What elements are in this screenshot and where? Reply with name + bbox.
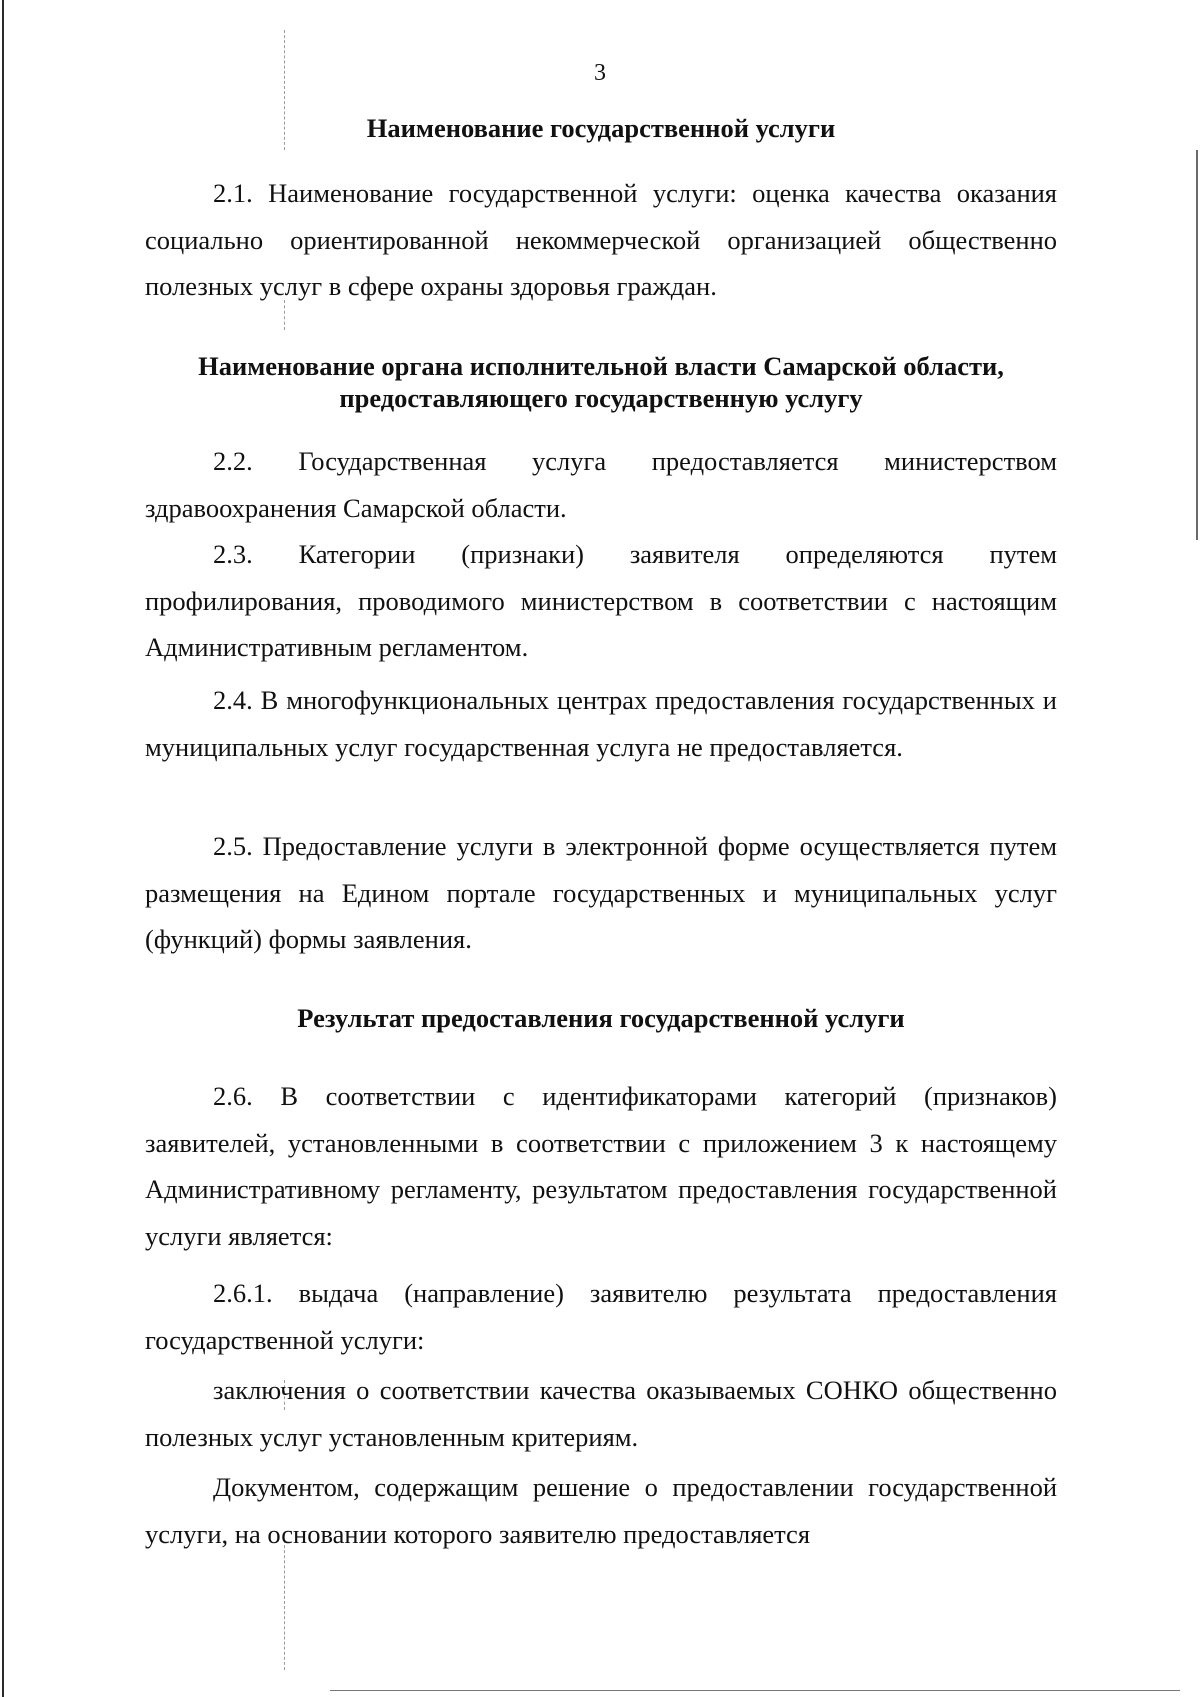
scan-right-edge	[1196, 150, 1198, 540]
paragraph: Документом, содержащим решение о предоставлении государственной услуги, на основании которого заявителю предоставляется	[145, 1472, 1057, 1549]
scan-fold-mark	[284, 1540, 285, 1670]
paragraph: 2.6. В соответствии с идентификаторами категорий (признаков) заявителей, установленными в соответствии с приложением 3 к настоящему Административному регламенту, результатом предоставления государственной услуги является:	[145, 1081, 1057, 1251]
scan-bottom-edge	[330, 1690, 1180, 1691]
page-number: 3	[594, 60, 606, 86]
paragraph: 2.5. Предоставление услуги в электронной форме осуществляется путем размещения на Едином портале государственных и муниципальных услуг (функций) формы заявления.	[145, 831, 1057, 954]
paragraph: заключения о соответствии качества оказываемых СОНКО общественно полезных услуг установленным критериям.	[145, 1375, 1057, 1452]
section-heading-line: предоставляющего государственную услугу	[339, 383, 863, 413]
scan-left-edge	[2, 0, 4, 1697]
paragraph: 2.2. Государственная услуга предоставляется министерством здравоохранения Самарской области.	[145, 446, 1057, 523]
section-heading-line: Наименование органа исполнительной власти Самарской области,	[198, 351, 1004, 381]
paragraph: 2.4. В многофункциональных центрах предоставления государственных и муниципальных услуг государственная услуга не предоставляется.	[145, 685, 1057, 762]
section-heading: Наименование государственной услуги	[366, 113, 836, 143]
paragraph: 2.3. Категории (признаки) заявителя определяются путем профилирования, проводимого министерством в соответствии с настоящим Административным регламентом.	[145, 539, 1057, 662]
paragraph: 2.6.1. выдача (направление) заявителю результата предоставления государственной услуги:	[145, 1278, 1057, 1355]
section-heading: Результат предоставления государственной услуги	[297, 1003, 905, 1033]
paragraph: 2.1. Наименование государственной услуги: оценка качества оказания социально ориентированной некоммерческой организацией общественно полезных услуг в сфере охраны здоровья граждан.	[145, 178, 1057, 301]
